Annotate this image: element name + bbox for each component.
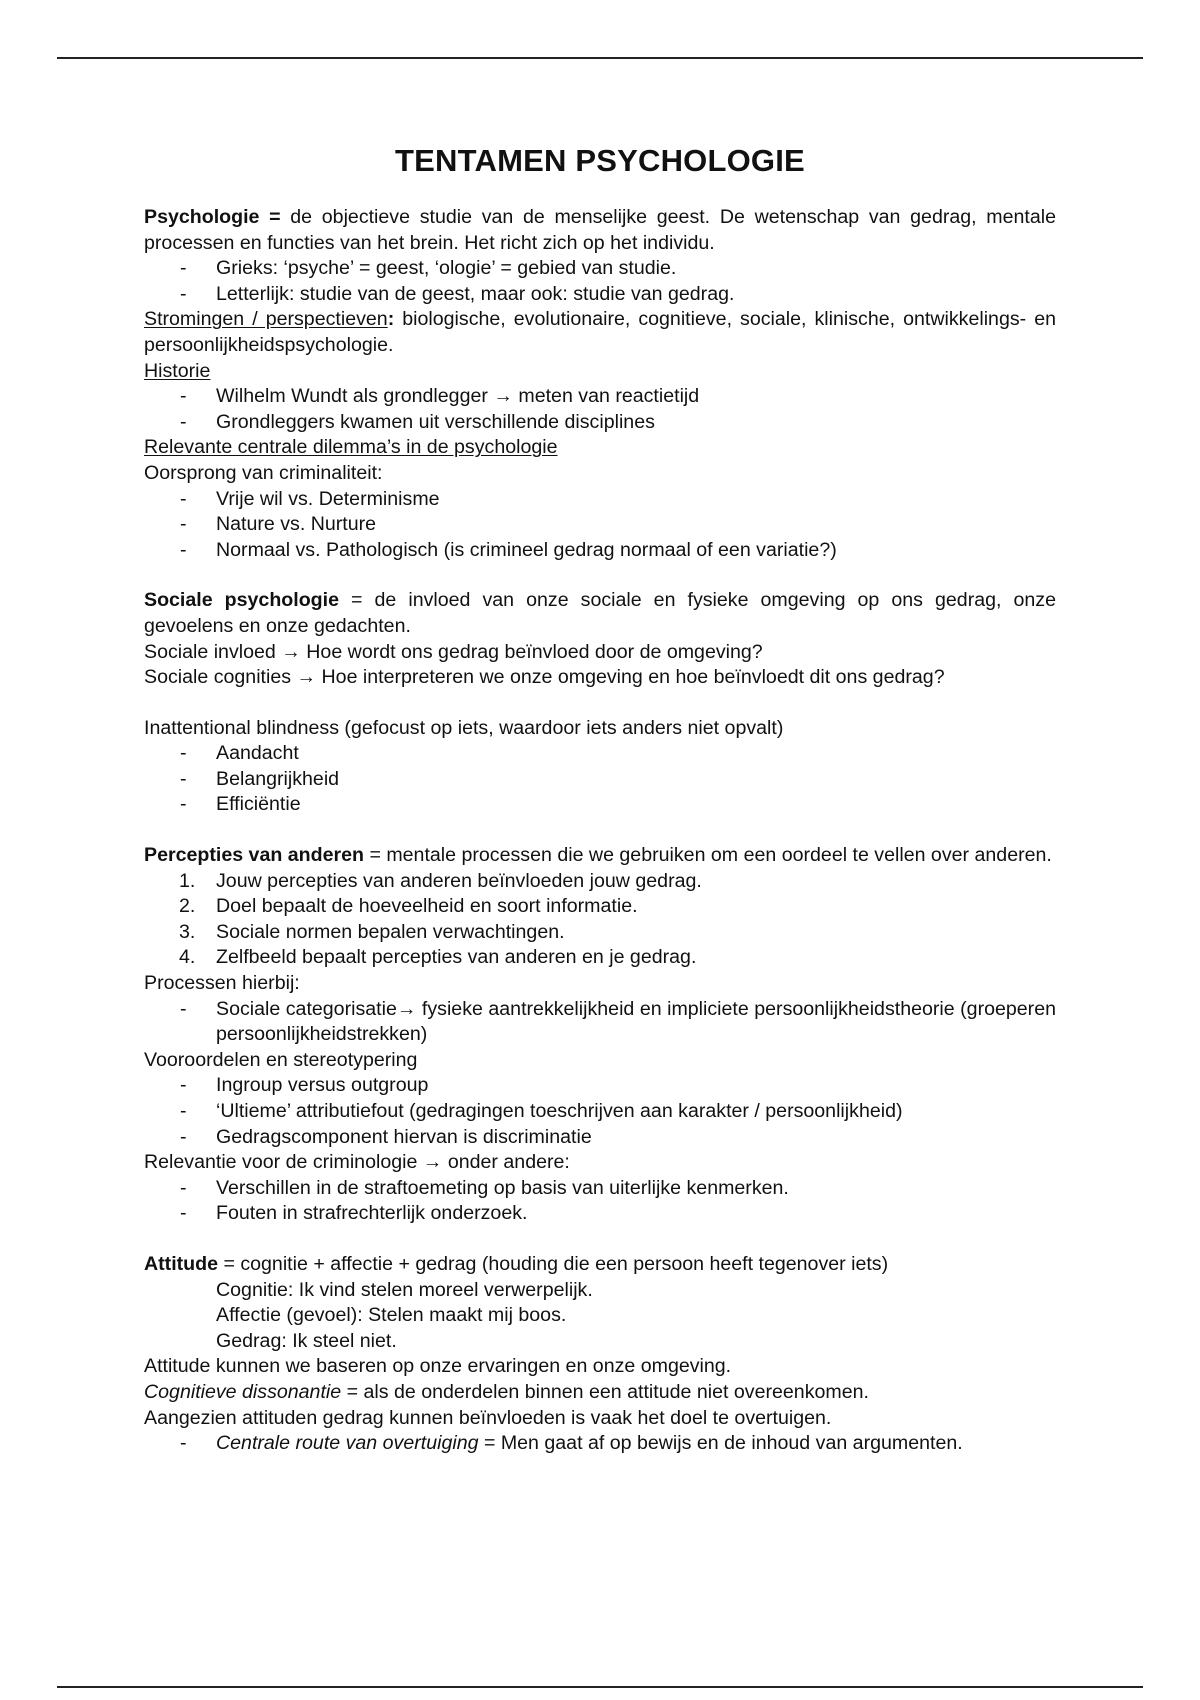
list-item	[144, 282, 1056, 308]
list-item	[144, 384, 1056, 410]
stromingen-label: Stromingen / perspectieven	[144, 308, 388, 331]
route-term: Centrale route van overtuiging	[216, 1432, 479, 1455]
numbered-item	[144, 920, 1056, 946]
percepties-definition	[144, 843, 1056, 869]
vooroordelen-intro: Vooroordelen en stereotypering	[144, 1048, 418, 1071]
bullet-marker: -	[180, 1125, 187, 1148]
dissonantie-def: = als de onderdelen binnen een attitude niet overeenkomen.	[341, 1380, 869, 1403]
attitude-term: Attitude	[144, 1252, 219, 1275]
bullet-marker: -	[180, 997, 187, 1020]
list-item-text: Efficiëntie	[216, 793, 301, 816]
spacer	[144, 563, 1056, 588]
document-body	[144, 205, 1056, 1457]
sociale-cognities: Sociale cognities → Hoe interpreteren we onze omgeving en hoe beïnvloedt dit ons gedrag?	[144, 666, 945, 689]
bullet-marker: -	[180, 385, 187, 408]
list-item-text: ‘Ultieme’ attributiefout (gedragingen toeschrijven aan karakter / persoonlijkheid)	[216, 1100, 903, 1122]
list-item	[144, 487, 1056, 513]
list-item	[144, 1176, 1056, 1202]
bullet-marker: -	[180, 1074, 187, 1097]
sociale-term: Sociale psychologie	[144, 589, 339, 612]
spacer	[144, 1227, 1056, 1252]
attitude-example: Cognitie: Ik vind stelen moreel verwerpelijk.	[216, 1278, 593, 1301]
sociale-def: = de invloed van onze sociale en fysieke omgeving op ons gedrag, onze gevoelens en onze gedachten.	[144, 589, 1056, 637]
sociale-invloed: Sociale invloed → Hoe wordt ons gedrag beïnvloed door de omgeving?	[144, 640, 763, 663]
list-item-text: Vrije wil vs. Determinisme	[216, 487, 440, 510]
top-rule	[57, 57, 1143, 59]
route-def: = Men gaat af op bewijs en de inhoud van argumenten.	[478, 1432, 963, 1455]
psychologie-term: Psychologie =	[144, 206, 281, 228]
number-marker: 2.	[179, 895, 196, 918]
list-item	[144, 1125, 1056, 1151]
list-item-text: Sociale normen bepalen verwachtingen.	[216, 920, 565, 943]
bullet-marker: -	[180, 410, 187, 433]
bullet-marker: -	[180, 1176, 187, 1199]
bullet-marker: -	[180, 513, 187, 536]
list-item-text: Grondleggers kwamen uit verschillende disciplines	[216, 410, 655, 433]
bullet-marker: -	[180, 742, 187, 765]
percepties-def: = mentale processen die we gebruiken om een oordeel te vellen over anderen.	[364, 844, 1052, 867]
attitude-line: Aangezien attituden gedrag kunnen beïnvloeden is vaak het doel te overtuigen.	[144, 1406, 832, 1429]
numbered-item	[144, 945, 1056, 971]
number-marker: 4.	[179, 946, 196, 969]
bottom-rule	[57, 1686, 1143, 1688]
list-item	[144, 1099, 1056, 1125]
stromingen-text: biologische, evolutionaire, cognitieve, sociale, klinische, ontwikkelings- en persoonlijkheidspsychologie.	[144, 308, 1056, 356]
list-item	[144, 538, 1056, 564]
list-item	[144, 1431, 1056, 1457]
list-item-text: Verschillen in de straftoemeting op basis van uiterlijke kenmerken.	[216, 1176, 789, 1199]
stromingen-colon: :	[387, 308, 395, 331]
bullet-marker: -	[180, 1432, 187, 1455]
list-item	[144, 792, 1056, 818]
bullet-marker: -	[180, 1100, 187, 1122]
attitude-example: Gedrag: Ik steel niet.	[216, 1329, 397, 1352]
historie-heading: Historie	[144, 359, 211, 382]
percepties-term: Percepties van anderen	[144, 844, 364, 867]
list-item-text: Gedragscomponent hiervan is discriminatie	[216, 1125, 592, 1148]
document-title: TENTAMEN PSYCHOLOGIE	[395, 143, 805, 178]
list-item-text: Sociale categorisatie→ fysieke aantrekkelijkheid en impliciete persoonlijkheidstheorie (groeperen persoonlijkheidstrekken)	[216, 997, 1056, 1046]
processen-intro: Processen hierbij:	[144, 972, 300, 995]
spacer	[144, 818, 1056, 843]
list-item-text: Grieks: ‘psyche’ = geest, ‘ologie’ = gebied van studie.	[216, 257, 677, 280]
list-item	[144, 256, 1056, 282]
numbered-item	[144, 894, 1056, 920]
list-item	[144, 1201, 1056, 1227]
attitude-definition	[144, 1252, 1056, 1278]
list-item-text: Jouw percepties van anderen beïnvloeden jouw gedrag.	[216, 869, 702, 892]
list-item	[144, 767, 1056, 793]
sociale-definition	[144, 588, 1056, 639]
list-item-text: Zelfbeeld bepaalt percepties van anderen en je gedrag.	[216, 946, 697, 969]
numbered-item	[144, 869, 1056, 895]
dilemmas-intro: Oorsprong van criminaliteit:	[144, 461, 383, 484]
bullet-marker: -	[180, 487, 187, 510]
list-item-text: Fouten in strafrechterlijk onderzoek.	[216, 1202, 528, 1225]
stromingen-paragraph	[144, 307, 1056, 358]
list-item	[144, 741, 1056, 767]
list-item-text: Doel bepaalt de hoeveelheid en soort informatie.	[216, 895, 638, 918]
dissonantie-term: Cognitieve dissonantie	[144, 1380, 342, 1403]
list-item-text: Normaal vs. Pathologisch (is crimineel gedrag normaal of een variatie?)	[216, 538, 837, 561]
bullet-marker: -	[180, 793, 187, 816]
inattentional-intro: Inattentional blindness (gefocust op iets, waardoor iets anders niet opvalt)	[144, 716, 784, 739]
list-item	[144, 997, 1056, 1048]
list-item-text: Aandacht	[216, 742, 299, 765]
attitude-line: Attitude kunnen we baseren op onze ervaringen en onze omgeving.	[144, 1355, 732, 1378]
relevantie-intro: Relevantie voor de criminologie → onder andere:	[144, 1151, 570, 1174]
bullet-marker: -	[180, 538, 187, 561]
list-item-text: Wilhelm Wundt als grondlegger → meten van reactietijd	[216, 385, 700, 408]
attitude-example: Affectie (gevoel): Stelen maakt mij boos.	[216, 1304, 567, 1327]
list-item-text: Ingroup versus outgroup	[216, 1074, 429, 1097]
psychologie-definition	[144, 205, 1056, 256]
list-item-text: Letterlijk: studie van de geest, maar ook: studie van gedrag.	[216, 282, 735, 305]
list-item-text: Nature vs. Nurture	[216, 513, 377, 536]
spacer	[144, 691, 1056, 716]
list-item	[144, 1073, 1056, 1099]
attitude-def: = cognitie + affectie + gedrag (houding die een persoon heeft tegenover iets)	[218, 1252, 889, 1275]
list-item-text: Belangrijkheid	[216, 767, 340, 790]
bullet-marker: -	[180, 282, 187, 305]
bullet-marker: -	[180, 257, 187, 280]
number-marker: 3.	[179, 920, 196, 943]
list-item	[144, 410, 1056, 436]
dissonantie-paragraph	[144, 1380, 1056, 1406]
number-marker: 1.	[179, 869, 196, 892]
psychologie-def: de objectieve studie van de menselijke geest. De wetenschap van gedrag, mentale processen en functies van het brein. Het richt zich op het individu.	[144, 206, 1057, 254]
bullet-marker: -	[180, 1202, 187, 1225]
bullet-marker: -	[180, 767, 187, 790]
dilemmas-heading: Relevante centrale dilemma’s in de psychologie	[144, 436, 558, 459]
list-item	[144, 512, 1056, 538]
